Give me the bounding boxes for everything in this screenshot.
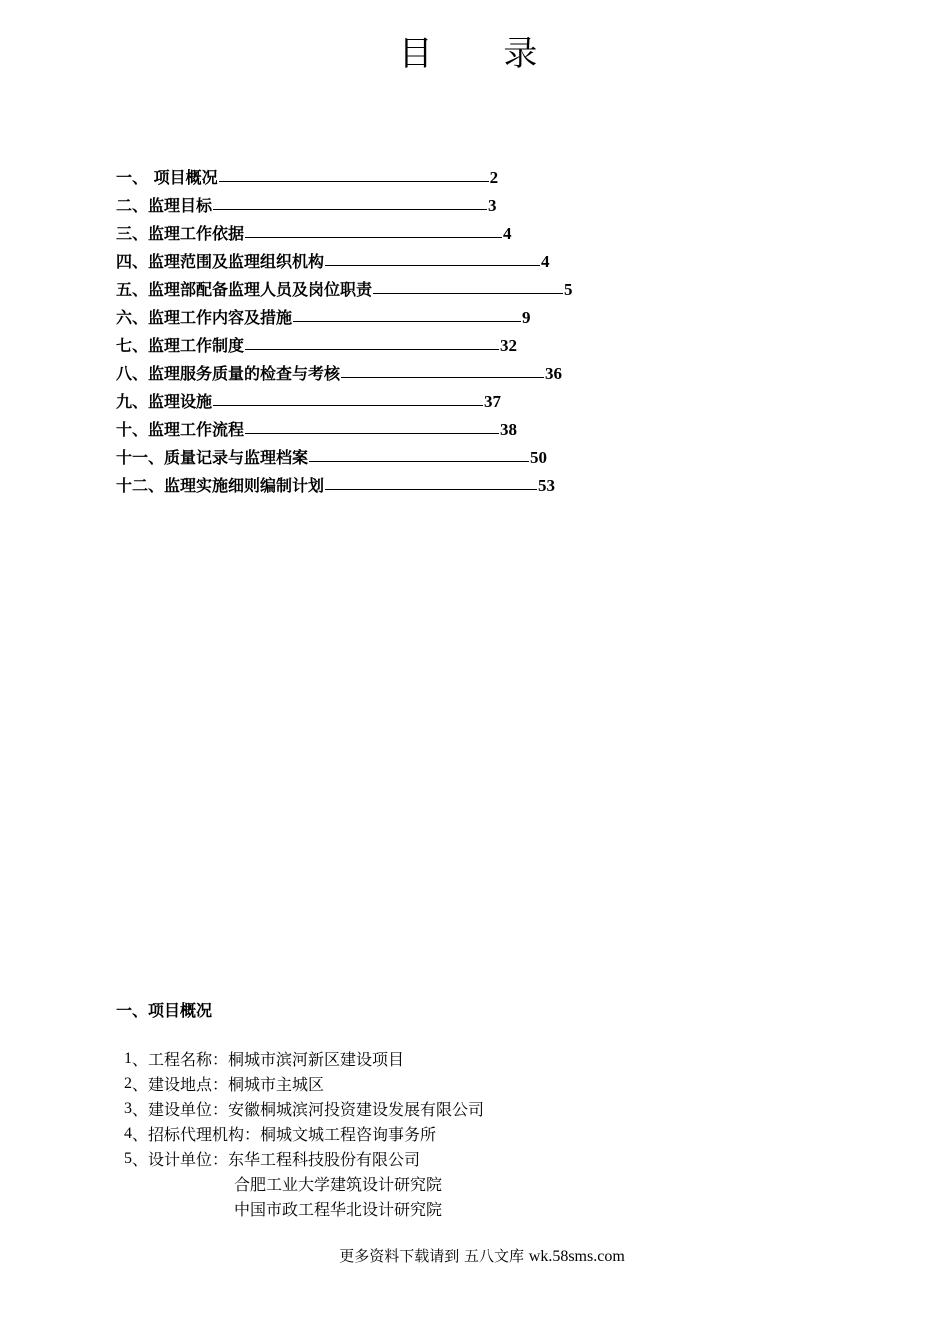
info-item-label: 建设单位： — [148, 1100, 229, 1119]
toc-entry-page: 4 — [503, 224, 512, 243]
toc-entry[interactable] — [116, 356, 573, 384]
toc-entry-page: 2 — [489, 168, 499, 187]
toc-entry-label: 九、监理设施 — [116, 392, 213, 411]
toc-entry[interactable] — [116, 468, 573, 496]
info-item-label: 工程名称： — [148, 1050, 229, 1069]
info-item-value: 桐城文城工程咨询事务所 — [260, 1125, 437, 1144]
info-item-separator: 、 — [132, 1075, 149, 1094]
toc-entry-label: 三、监理工作依据 — [116, 224, 245, 243]
toc-entry[interactable] — [116, 160, 573, 188]
info-item-label: 设计单位： — [148, 1150, 229, 1169]
info-item-number: 4 — [124, 1124, 132, 1142]
info-item — [124, 1046, 484, 1071]
toc-leader-line — [325, 264, 540, 266]
toc-leader-line — [219, 180, 489, 182]
info-item — [124, 1071, 484, 1096]
table-of-contents — [116, 160, 573, 496]
toc-entry[interactable] — [116, 216, 573, 244]
info-item-value: 安徽桐城滨河投资建设发展有限公司 — [228, 1100, 485, 1119]
info-item-number: 2 — [124, 1074, 132, 1092]
toc-leader-line — [309, 460, 529, 462]
toc-entry-label: 一、 项目概况 — [116, 168, 218, 187]
toc-leader-line — [245, 432, 499, 434]
toc-entry-label: 七、监理工作制度 — [116, 336, 245, 355]
toc-entry[interactable] — [116, 244, 573, 272]
info-item-number: 3 — [124, 1099, 132, 1117]
info-item-separator: 、 — [132, 1150, 149, 1169]
info-item-continuation: 中国市政工程华北设计研究院 — [234, 1200, 443, 1219]
toc-leader-line — [293, 320, 521, 322]
info-item-separator: 、 — [132, 1100, 149, 1119]
info-item-value: 桐城市滨河新区建设项目 — [228, 1050, 405, 1069]
toc-entry[interactable] — [116, 188, 573, 216]
toc-leader-line — [245, 236, 502, 238]
toc-entry-page: 9 — [522, 308, 531, 327]
toc-entry-label: 十、监理工作流程 — [116, 420, 245, 439]
info-item-label: 建设地点： — [148, 1075, 229, 1094]
toc-entry-page: 32 — [500, 336, 518, 355]
toc-leader-line — [213, 404, 483, 406]
info-item — [124, 1121, 484, 1146]
toc-entry[interactable] — [116, 384, 573, 412]
info-item-label: 招标代理机构： — [148, 1125, 261, 1144]
info-item-number: 5 — [124, 1149, 132, 1167]
toc-entry-label: 四、监理范围及监理组织机构 — [116, 252, 325, 271]
page-footer — [0, 1245, 950, 1266]
toc-entry[interactable] — [116, 440, 573, 468]
footer-link[interactable]: wk.58sms.com — [528, 1248, 625, 1265]
toc-entry-page: 36 — [545, 364, 563, 383]
info-item-value: 东华工程科技股份有限公司 — [228, 1150, 421, 1169]
toc-entry[interactable] — [116, 328, 573, 356]
info-item-separator: 、 — [132, 1050, 149, 1069]
toc-entry[interactable] — [116, 272, 573, 300]
toc-entry-page: 53 — [538, 476, 556, 495]
section-heading: 一、项目概况 — [116, 1001, 213, 1020]
page-title: 目 录 — [398, 34, 568, 74]
info-item-value: 桐城市主城区 — [228, 1075, 325, 1094]
toc-entry-page: 4 — [541, 252, 550, 271]
info-item-continuation: 合肥工业大学建筑设计研究院 — [234, 1175, 443, 1194]
toc-leader-line — [213, 208, 487, 210]
toc-leader-line — [341, 376, 544, 378]
info-item-number: 1 — [124, 1049, 132, 1067]
info-item — [124, 1096, 484, 1121]
toc-entry[interactable] — [116, 300, 573, 328]
toc-entry-page: 3 — [488, 196, 497, 215]
toc-entry-label: 十一、质量记录与监理档案 — [116, 448, 309, 467]
footer-text: 更多资料下载请到 五八文库 — [339, 1247, 529, 1265]
toc-entry[interactable] — [116, 412, 573, 440]
toc-leader-line — [245, 348, 499, 350]
toc-leader-line — [373, 292, 563, 294]
toc-entry-label: 五、监理部配备监理人员及岗位职责 — [116, 280, 373, 299]
toc-entry-label: 八、监理服务质量的检查与考核 — [116, 364, 341, 383]
toc-entry-page: 37 — [484, 392, 502, 411]
toc-entry-label: 十二、监理实施细则编制计划 — [116, 476, 325, 495]
toc-entry-page: 5 — [564, 280, 573, 299]
toc-entry-label: 六、监理工作内容及措施 — [116, 308, 293, 327]
toc-entry-label: 二、监理目标 — [116, 196, 213, 215]
project-info-list — [124, 1046, 484, 1221]
info-item-separator: 、 — [132, 1125, 149, 1144]
toc-entry-page: 50 — [530, 448, 548, 467]
info-item — [124, 1146, 484, 1171]
toc-entry-page: 38 — [500, 420, 518, 439]
toc-leader-line — [325, 488, 537, 490]
